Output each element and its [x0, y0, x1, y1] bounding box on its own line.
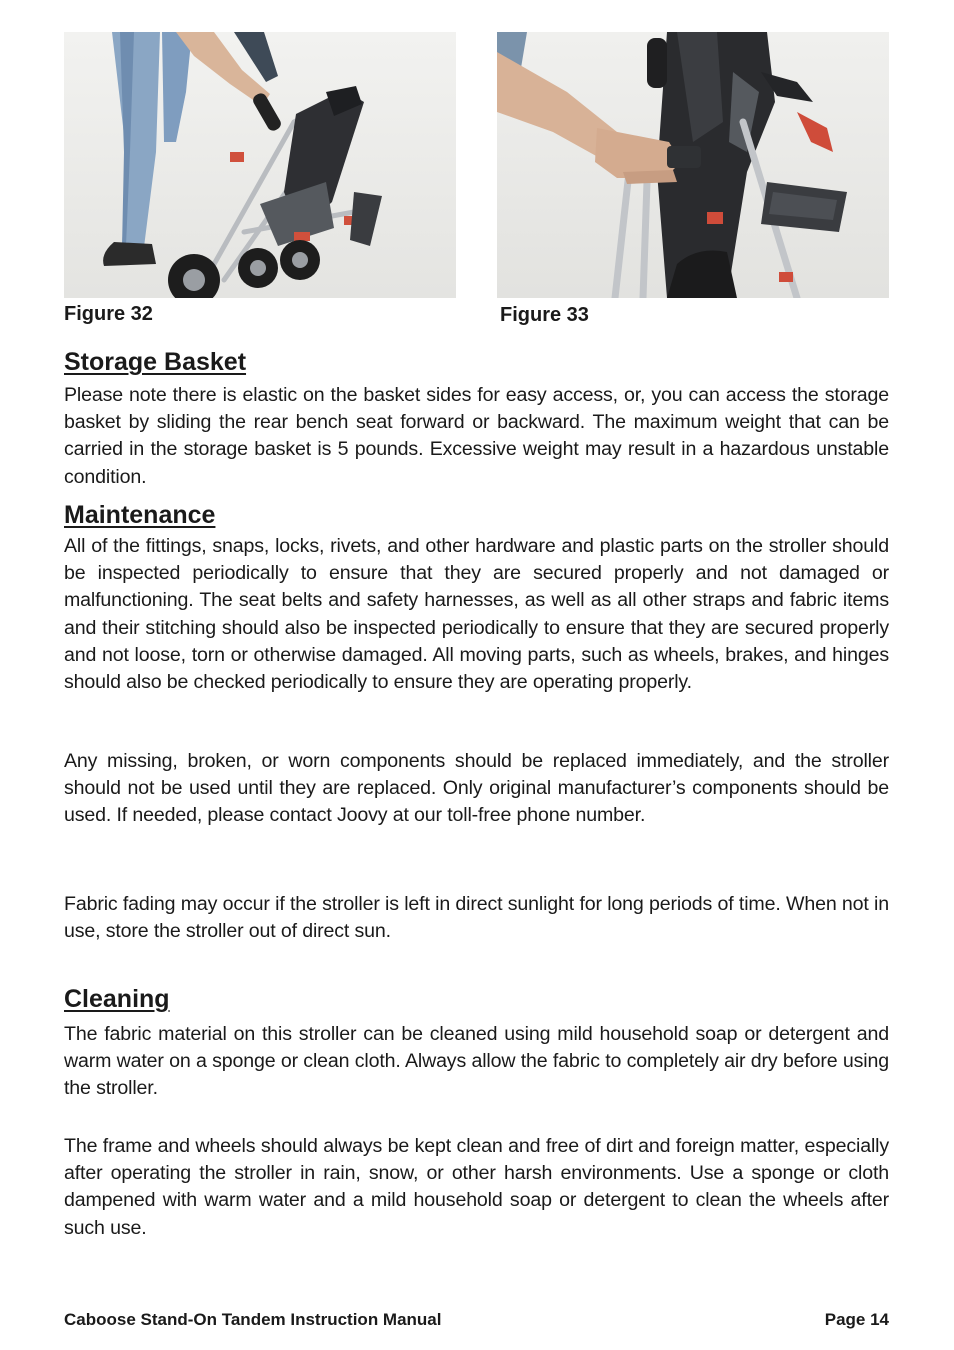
storage-basket-heading: Storage Basket	[64, 348, 247, 376]
maintenance-paragraph-1: All of the fittings, snaps, locks, rivets, and other hardware and plastic parts on the stroller should be inspected periodically to ensure that they are secured properly and not damaged or malfunctioning. The seat belts and safety harnesses, as well as all other straps and fabric items and their stitching should also be inspected periodically to ensure that they are secured properly and not loose, torn or otherwise damaged. All moving parts, such as wheels, brakes, and hinges should also be checked periodically to ensure they are operating properly.	[64, 535, 889, 694]
footer-manual-title: Caboose Stand-On Tandem Instruction Manual	[64, 1310, 442, 1329]
maintenance-paragraph-2: Any missing, broken, or worn components should be replaced immediately, and the stroller should not be used until they are replaced. Only original manufacturer’s components should be used. If needed, please contact Joovy at our toll-free phone number.	[64, 750, 889, 827]
cleaning-heading: Cleaning	[64, 985, 170, 1013]
cleaning-paragraph-2: The frame and wheels should always be kept clean and free of dirt and foreign matter, especially after operating the stroller in rain, snow, or other harsh environments. Use a sponge or cloth dampened with warm water and a mild household soap or detergent to clean the wheels after such use.	[64, 1135, 889, 1239]
storage-basket-paragraph: Please note there is elastic on the basket sides for easy access, or, you can access the storage basket by sliding the rear bench seat forward or backward. The maximum weight that can be carried in the storage basket is 5 pounds. Excessive weight may result in a hazardous unstable condition.	[64, 384, 889, 488]
maintenance-heading: Maintenance	[64, 501, 216, 529]
stroller-folding-illustration	[64, 32, 456, 298]
figure-32-caption: Figure 32	[64, 303, 153, 325]
figure-33-caption: Figure 33	[500, 304, 589, 326]
stroller-latch-illustration	[497, 32, 889, 298]
footer-page-number: Page 14	[824, 1310, 889, 1329]
cleaning-paragraph-1: The fabric material on this stroller can be cleaned using mild household soap or detergent and warm water on a sponge or clean cloth. Always allow the fabric to completely air dry before using the stroller.	[64, 1023, 889, 1100]
figure-33-photo	[497, 32, 889, 298]
maintenance-paragraph-3: Fabric fading may occur if the stroller is left in direct sunlight for long periods of time. When not in use, store the stroller out of direct sun.	[64, 893, 889, 943]
figure-32-photo	[64, 32, 456, 298]
